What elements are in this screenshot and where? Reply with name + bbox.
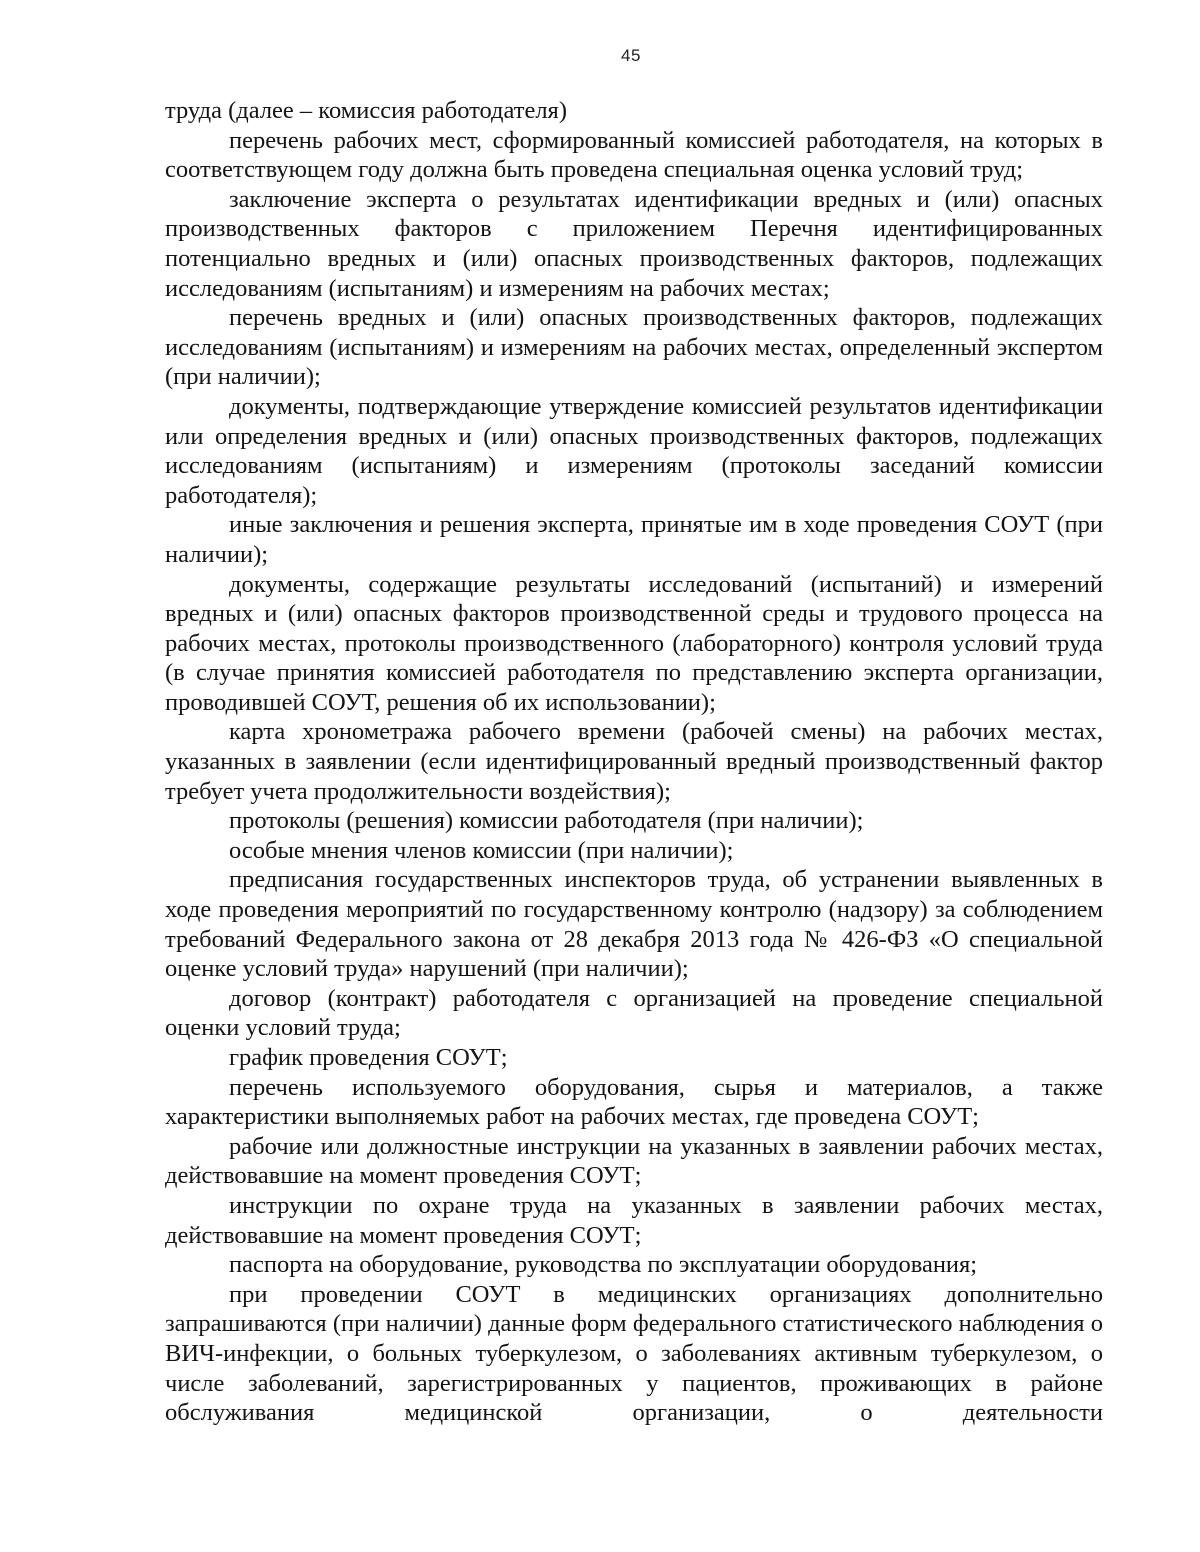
list-item-factors-list: перечень вредных и (или) опасных производственных факторов, подлежащих исследованиям (испытаниям) и измерениям на рабочих местах, определенный экспертом (при наличии);	[165, 304, 1103, 391]
list-item-other-conclusions: иные заключения и решения эксперта, принятые им в ходе проведения СОУТ (при наличии);	[165, 511, 1103, 568]
list-item-job-instructions: рабочие или должностные инструкции на указанных в заявлении рабочих местах, действовавшие на момент проведения СОУТ;	[165, 1132, 1103, 1190]
list-item-contract: договор (контракт) работодателя с организацией на проведение специальной оценки условий труда;	[165, 984, 1103, 1042]
list-item-special-opinions: особые мнения членов комиссии (при наличии);	[229, 836, 734, 864]
list-item-approval-documents: документы, подтверждающие утверждение комиссией результатов идентификации или определения вредных и (или) опасных производственных факторов, подлежащих исследованиям (испытаниям) и измерениям (протоколы заседаний комиссии работодателя);	[165, 392, 1103, 509]
page-number: 45	[621, 46, 641, 65]
list-item-workplaces-list: перечень рабочих мест, сформированный комиссией работодателя, на которых в соответствующем году должна быть проведена специальная оценка условий труд;	[165, 126, 1103, 184]
list-item-equipment-list: перечень используемого оборудования, сырья и материалов, а также характеристики выполняемых работ на рабочих местах, где проведена СОУТ;	[165, 1073, 1103, 1131]
document-body	[165, 96, 1103, 1428]
list-item-schedule: график проведения СОУТ;	[229, 1044, 508, 1071]
list-item-commission-protocols: протоколы (решения) комиссии работодателя (при наличии);	[229, 807, 864, 835]
list-item-equipment-passports: паспорта на оборудование, руководства по эксплуатации оборудования;	[229, 1251, 978, 1279]
list-item-safety-instructions: инструкции по охране труда на указанных в заявлении рабочих местах, действовавшие на момент проведения СОУТ;	[165, 1191, 1103, 1249]
list-item-research-results: документы, содержащие результаты исследований (испытаний) и измерений вредных и (или) опасных факторов производственной среды и трудового процесса на рабочих местах, протоколы производственного (лабораторного) контроля условий труда (в случае принятия комиссией работодателя по представлению эксперта организации, проводившей СОУТ, решения об их использовании);	[165, 570, 1103, 716]
list-item-timing-card: карта хронометража рабочего времени (рабочей смены) на рабочих местах, указанных в заявлении (если идентифицированный вредный производственный фактор требует учета продолжительности воздействия);	[165, 718, 1103, 805]
list-item-medical-organizations: при проведении СОУТ в медицинских организациях дополнительно запрашиваются (при наличии) данные форм федерального статистического наблюдения о ВИЧ-инфекции, о больных туберкулезом, о заболеваниях активным туберкулезом, о числе заболеваний, зарегистрированных у пациентов, проживающих в районе обслуживания медицинской организации, о деятельности	[165, 1280, 1103, 1427]
paragraph-continuation: труда (далее – комиссия работодателя)	[165, 97, 567, 124]
list-item-inspector-orders: предписания государственных инспекторов труда, об устранении выявленных в ходе проведения мероприятий по государственному контролю (надзору) за соблюдением требований Федерального закона от 28 декабря 2013 года № 426-ФЗ «О специальной оценке условий труда» нарушений (при наличии);	[165, 866, 1103, 983]
list-item-expert-conclusion: заключение эксперта о результатах идентификации вредных и (или) опасных производственных факторов с приложением Перечня идентифицированных потенциально вредных и (или) опасных производственных факторов, подлежащих исследованиям (испытаниям) и измерениям на рабочих местах;	[165, 185, 1103, 302]
